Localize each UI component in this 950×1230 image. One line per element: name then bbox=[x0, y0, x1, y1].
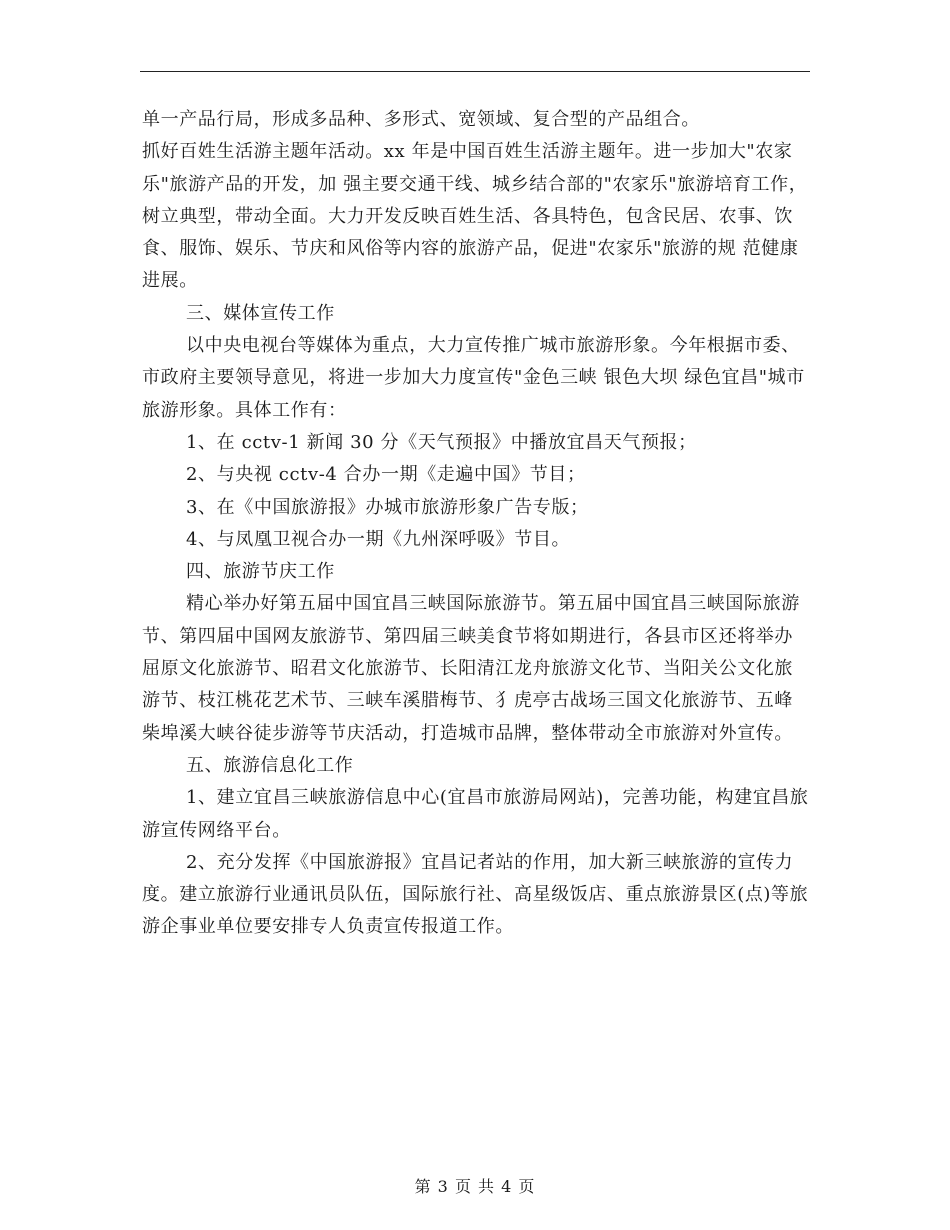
paragraph: 单一产品行局，形成多品种、多形式、宽领域、复合型的产品组合。 bbox=[142, 109, 700, 130]
page-number: 第 3 页 共 4 页 bbox=[414, 1177, 536, 1196]
section-heading: 三、媒体宣传工作 bbox=[186, 302, 335, 324]
list-item: 1、建立宜昌三峡旅游信息中心(宜昌市旅游局网站)，完善功能，构建宜昌旅游宣传网络平台。 bbox=[142, 787, 809, 841]
list-item: 3、在《中国旅游报》办城市旅游形象广告专版； bbox=[186, 496, 589, 518]
header-rule bbox=[140, 71, 810, 72]
document-body bbox=[142, 104, 810, 944]
section-heading: 五、旅游信息化工作 bbox=[186, 754, 354, 776]
section-heading: 四、旅游节庆工作 bbox=[186, 561, 335, 583]
list-item: 2、充分发挥《中国旅游报》宜昌记者站的作用，加大新三峡旅游的宣传力度。建立旅游行业通讯员队伍，国际旅行社、高星级饭店、重点旅游景区(点)等旅游企事业单位要安排专人负责宣传报道工作。 bbox=[142, 851, 809, 938]
list-item: 1、在 cctv-1 新闻 30 分《天气预报》中播放宜昌天气预报； bbox=[186, 431, 697, 453]
list-item: 2、与央视 cctv-4 合办一期《走遍中国》节目； bbox=[186, 464, 586, 486]
paragraph: 抓好百姓生活游主题年活动。xx 年是中国百姓生活游主题年。进一步加大"农家乐"旅游产品的开发，加 强主要交通干线、城乡结合部的"农家乐"旅游培育工作，树立典型，带动全面。大力开发反映百姓生活、各具特色，包含民居、农事、饮食、服饰、娱乐、节庆和风俗等内容的旅游产品，促进"农家乐"旅游的规 范健康进展。 bbox=[142, 141, 808, 292]
list-item: 4、与凤凰卫视合办一期《九州深呼吸》节目。 bbox=[186, 528, 571, 550]
paragraph: 精心举办好第五届中国宜昌三峡国际旅游节。第五届中国宜昌三峡国际旅游节、第四届中国网友旅游节、第四届三峡美食节将如期进行，各县市区还将举办屈原文化旅游节、昭君文化旅游节、长阳清江龙舟旅游文化节、当阳关公文化旅游节、枝江桃花艺术节、三峡车溪腊梅节、犭虎亭古战场三国文化旅游节、五峰柴埠溪大峡谷徒步游等节庆活动，打造城市品牌，整体带动全市旅游对外宣传。 bbox=[142, 593, 800, 744]
paragraph: 以中央电视台等媒体为重点，大力宣传推广城市旅游形象。今年根据市委、市政府主要领导意见，将进一步加大力度宣传"金色三峡 银色大坝 绿色宜昌"城市旅游形象。具体工作有： bbox=[142, 335, 805, 421]
